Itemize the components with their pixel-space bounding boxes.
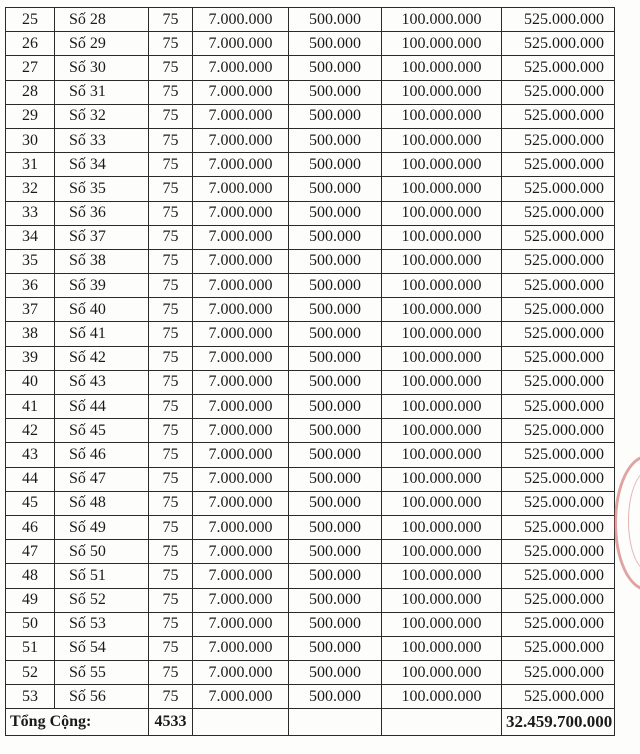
row-total: 525.000.000	[502, 370, 615, 394]
row-quantity: 75	[149, 56, 193, 80]
row-name: Số 40	[55, 298, 149, 322]
row-quantity: 75	[149, 322, 193, 346]
row-quantity: 75	[149, 636, 193, 660]
table-row	[6, 274, 615, 298]
row-fee: 500.000	[289, 153, 382, 177]
row-extra: 100.000.000	[382, 612, 502, 636]
table-row	[6, 685, 615, 709]
row-price: 7.000.000	[193, 685, 289, 709]
row-fee: 500.000	[289, 636, 382, 660]
row-total: 525.000.000	[502, 612, 615, 636]
table-row	[6, 443, 615, 467]
row-quantity: 75	[149, 588, 193, 612]
table-row	[6, 249, 615, 273]
row-quantity: 75	[149, 467, 193, 491]
table-row	[6, 612, 615, 636]
row-extra: 100.000.000	[382, 395, 502, 419]
row-total: 525.000.000	[502, 636, 615, 660]
row-quantity: 75	[149, 32, 193, 56]
row-extra: 100.000.000	[382, 153, 502, 177]
row-fee: 500.000	[289, 80, 382, 104]
row-extra: 100.000.000	[382, 685, 502, 709]
row-extra: 100.000.000	[382, 370, 502, 394]
row-fee: 500.000	[289, 225, 382, 249]
row-extra: 100.000.000	[382, 661, 502, 685]
row-total: 525.000.000	[502, 80, 615, 104]
row-total: 525.000.000	[502, 322, 615, 346]
row-number: 35	[6, 249, 55, 273]
row-quantity: 75	[149, 153, 193, 177]
row-number: 26	[6, 32, 55, 56]
row-total: 525.000.000	[502, 104, 615, 128]
row-fee: 500.000	[289, 56, 382, 80]
row-quantity: 75	[149, 370, 193, 394]
row-extra: 100.000.000	[382, 225, 502, 249]
row-quantity: 75	[149, 104, 193, 128]
row-total: 525.000.000	[502, 491, 615, 515]
row-name: Số 35	[55, 177, 149, 201]
total-quantity: 4533	[149, 709, 193, 736]
row-total: 525.000.000	[502, 346, 615, 370]
row-quantity: 75	[149, 661, 193, 685]
row-extra: 100.000.000	[382, 564, 502, 588]
table-row	[6, 298, 615, 322]
table-row	[6, 395, 615, 419]
row-name: Số 36	[55, 201, 149, 225]
row-total: 525.000.000	[502, 467, 615, 491]
row-quantity: 75	[149, 515, 193, 539]
row-price: 7.000.000	[193, 298, 289, 322]
row-number: 45	[6, 491, 55, 515]
row-fee: 500.000	[289, 612, 382, 636]
table-row	[6, 661, 615, 685]
table-row	[6, 153, 615, 177]
row-number: 31	[6, 153, 55, 177]
row-number: 30	[6, 128, 55, 152]
row-name: Số 37	[55, 225, 149, 249]
row-price: 7.000.000	[193, 540, 289, 564]
row-total: 525.000.000	[502, 443, 615, 467]
row-fee: 500.000	[289, 298, 382, 322]
row-extra: 100.000.000	[382, 80, 502, 104]
row-name: Số 47	[55, 467, 149, 491]
table-row	[6, 636, 615, 660]
table-row	[6, 177, 615, 201]
row-extra: 100.000.000	[382, 104, 502, 128]
row-total: 525.000.000	[502, 201, 615, 225]
row-number: 52	[6, 661, 55, 685]
row-fee: 500.000	[289, 491, 382, 515]
table-row	[6, 346, 615, 370]
row-extra: 100.000.000	[382, 56, 502, 80]
row-fee: 500.000	[289, 274, 382, 298]
row-fee: 500.000	[289, 177, 382, 201]
row-price: 7.000.000	[193, 564, 289, 588]
row-number: 38	[6, 322, 55, 346]
row-extra: 100.000.000	[382, 201, 502, 225]
row-total: 525.000.000	[502, 298, 615, 322]
row-number: 28	[6, 80, 55, 104]
row-extra: 100.000.000	[382, 177, 502, 201]
total-empty-cell	[382, 709, 502, 736]
row-total: 525.000.000	[502, 395, 615, 419]
row-name: Số 50	[55, 540, 149, 564]
row-fee: 500.000	[289, 346, 382, 370]
table-row	[6, 8, 615, 32]
row-fee: 500.000	[289, 370, 382, 394]
row-number: 47	[6, 540, 55, 564]
row-quantity: 75	[149, 419, 193, 443]
table-row	[6, 419, 615, 443]
row-name: Số 28	[55, 8, 149, 32]
row-fee: 500.000	[289, 201, 382, 225]
table-row	[6, 322, 615, 346]
row-fee: 500.000	[289, 540, 382, 564]
row-extra: 100.000.000	[382, 540, 502, 564]
row-extra: 100.000.000	[382, 588, 502, 612]
row-quantity: 75	[149, 201, 193, 225]
row-price: 7.000.000	[193, 443, 289, 467]
total-label: Tổng Cộng:	[6, 709, 149, 736]
row-extra: 100.000.000	[382, 322, 502, 346]
row-price: 7.000.000	[193, 588, 289, 612]
row-extra: 100.000.000	[382, 515, 502, 539]
table-row	[6, 32, 615, 56]
row-name: Số 54	[55, 636, 149, 660]
row-total: 525.000.000	[502, 540, 615, 564]
row-number: 33	[6, 201, 55, 225]
row-extra: 100.000.000	[382, 443, 502, 467]
row-name: Số 30	[55, 56, 149, 80]
row-number: 29	[6, 104, 55, 128]
row-quantity: 75	[149, 128, 193, 152]
row-name: Số 46	[55, 443, 149, 467]
row-total: 525.000.000	[502, 685, 615, 709]
row-name: Số 34	[55, 153, 149, 177]
row-fee: 500.000	[289, 8, 382, 32]
table-row	[6, 515, 615, 539]
row-price: 7.000.000	[193, 249, 289, 273]
row-fee: 500.000	[289, 443, 382, 467]
row-extra: 100.000.000	[382, 491, 502, 515]
row-quantity: 75	[149, 540, 193, 564]
table-row	[6, 128, 615, 152]
row-fee: 500.000	[289, 467, 382, 491]
row-quantity: 75	[149, 177, 193, 201]
row-fee: 500.000	[289, 515, 382, 539]
row-price: 7.000.000	[193, 661, 289, 685]
table-row	[6, 104, 615, 128]
row-price: 7.000.000	[193, 128, 289, 152]
fee-table	[5, 7, 615, 736]
row-number: 40	[6, 370, 55, 394]
row-name: Số 39	[55, 274, 149, 298]
row-quantity: 75	[149, 685, 193, 709]
row-name: Số 49	[55, 515, 149, 539]
row-price: 7.000.000	[193, 346, 289, 370]
row-name: Số 53	[55, 612, 149, 636]
row-fee: 500.000	[289, 104, 382, 128]
row-total: 525.000.000	[502, 177, 615, 201]
row-quantity: 75	[149, 298, 193, 322]
row-name: Số 31	[55, 80, 149, 104]
row-number: 41	[6, 395, 55, 419]
row-fee: 500.000	[289, 685, 382, 709]
row-price: 7.000.000	[193, 322, 289, 346]
row-extra: 100.000.000	[382, 636, 502, 660]
row-fee: 500.000	[289, 128, 382, 152]
row-total: 525.000.000	[502, 564, 615, 588]
row-total: 525.000.000	[502, 274, 615, 298]
table-row	[6, 201, 615, 225]
row-price: 7.000.000	[193, 201, 289, 225]
table-row	[6, 225, 615, 249]
row-name: Số 43	[55, 370, 149, 394]
row-number: 34	[6, 225, 55, 249]
row-number: 48	[6, 564, 55, 588]
row-extra: 100.000.000	[382, 128, 502, 152]
row-number: 50	[6, 612, 55, 636]
row-total: 525.000.000	[502, 419, 615, 443]
row-total: 525.000.000	[502, 225, 615, 249]
row-price: 7.000.000	[193, 153, 289, 177]
table-row	[6, 56, 615, 80]
row-price: 7.000.000	[193, 177, 289, 201]
row-fee: 500.000	[289, 564, 382, 588]
row-name: Số 38	[55, 249, 149, 273]
row-price: 7.000.000	[193, 419, 289, 443]
row-extra: 100.000.000	[382, 467, 502, 491]
row-total: 525.000.000	[502, 249, 615, 273]
row-name: Số 56	[55, 685, 149, 709]
table-row	[6, 564, 615, 588]
row-number: 44	[6, 467, 55, 491]
row-price: 7.000.000	[193, 225, 289, 249]
row-name: Số 52	[55, 588, 149, 612]
row-name: Số 32	[55, 104, 149, 128]
row-number: 51	[6, 636, 55, 660]
row-extra: 100.000.000	[382, 419, 502, 443]
table-row	[6, 491, 615, 515]
row-price: 7.000.000	[193, 104, 289, 128]
row-fee: 500.000	[289, 32, 382, 56]
row-total: 525.000.000	[502, 56, 615, 80]
row-total: 525.000.000	[502, 8, 615, 32]
row-name: Số 45	[55, 419, 149, 443]
row-number: 49	[6, 588, 55, 612]
row-name: Số 51	[55, 564, 149, 588]
row-price: 7.000.000	[193, 80, 289, 104]
row-fee: 500.000	[289, 249, 382, 273]
row-number: 36	[6, 274, 55, 298]
row-name: Số 33	[55, 128, 149, 152]
row-number: 46	[6, 515, 55, 539]
row-name: Số 44	[55, 395, 149, 419]
row-quantity: 75	[149, 491, 193, 515]
table-row	[6, 540, 615, 564]
row-fee: 500.000	[289, 588, 382, 612]
row-total: 525.000.000	[502, 588, 615, 612]
row-name: Số 41	[55, 322, 149, 346]
row-extra: 100.000.000	[382, 8, 502, 32]
row-price: 7.000.000	[193, 636, 289, 660]
row-number: 27	[6, 56, 55, 80]
row-number: 39	[6, 346, 55, 370]
row-total: 525.000.000	[502, 128, 615, 152]
total-empty-cell	[289, 709, 382, 736]
row-quantity: 75	[149, 443, 193, 467]
row-number: 25	[6, 8, 55, 32]
row-total: 525.000.000	[502, 32, 615, 56]
row-extra: 100.000.000	[382, 249, 502, 273]
table-row	[6, 467, 615, 491]
row-name: Số 48	[55, 491, 149, 515]
row-quantity: 75	[149, 346, 193, 370]
row-price: 7.000.000	[193, 274, 289, 298]
row-price: 7.000.000	[193, 395, 289, 419]
table-row	[6, 80, 615, 104]
row-name: Số 29	[55, 32, 149, 56]
row-quantity: 75	[149, 249, 193, 273]
row-total: 525.000.000	[502, 661, 615, 685]
row-fee: 500.000	[289, 419, 382, 443]
row-quantity: 75	[149, 612, 193, 636]
table-row	[6, 370, 615, 394]
row-extra: 100.000.000	[382, 32, 502, 56]
total-sum: 32.459.700.000	[502, 709, 615, 736]
row-price: 7.000.000	[193, 56, 289, 80]
row-quantity: 75	[149, 8, 193, 32]
row-name: Số 55	[55, 661, 149, 685]
row-name: Số 42	[55, 346, 149, 370]
row-quantity: 75	[149, 274, 193, 298]
row-total: 525.000.000	[502, 515, 615, 539]
row-fee: 500.000	[289, 322, 382, 346]
table-row	[6, 588, 615, 612]
total-empty-cell	[193, 709, 289, 736]
row-price: 7.000.000	[193, 370, 289, 394]
row-quantity: 75	[149, 395, 193, 419]
row-quantity: 75	[149, 80, 193, 104]
table-body	[6, 8, 615, 709]
row-price: 7.000.000	[193, 491, 289, 515]
row-number: 43	[6, 443, 55, 467]
row-number: 37	[6, 298, 55, 322]
row-quantity: 75	[149, 225, 193, 249]
row-number: 32	[6, 177, 55, 201]
row-extra: 100.000.000	[382, 298, 502, 322]
row-number: 53	[6, 685, 55, 709]
row-price: 7.000.000	[193, 612, 289, 636]
row-extra: 100.000.000	[382, 274, 502, 298]
row-quantity: 75	[149, 564, 193, 588]
row-price: 7.000.000	[193, 8, 289, 32]
row-extra: 100.000.000	[382, 346, 502, 370]
row-fee: 500.000	[289, 395, 382, 419]
row-price: 7.000.000	[193, 515, 289, 539]
row-price: 7.000.000	[193, 467, 289, 491]
row-fee: 500.000	[289, 661, 382, 685]
total-row	[6, 709, 615, 736]
row-total: 525.000.000	[502, 153, 615, 177]
row-number: 42	[6, 419, 55, 443]
row-price: 7.000.000	[193, 32, 289, 56]
